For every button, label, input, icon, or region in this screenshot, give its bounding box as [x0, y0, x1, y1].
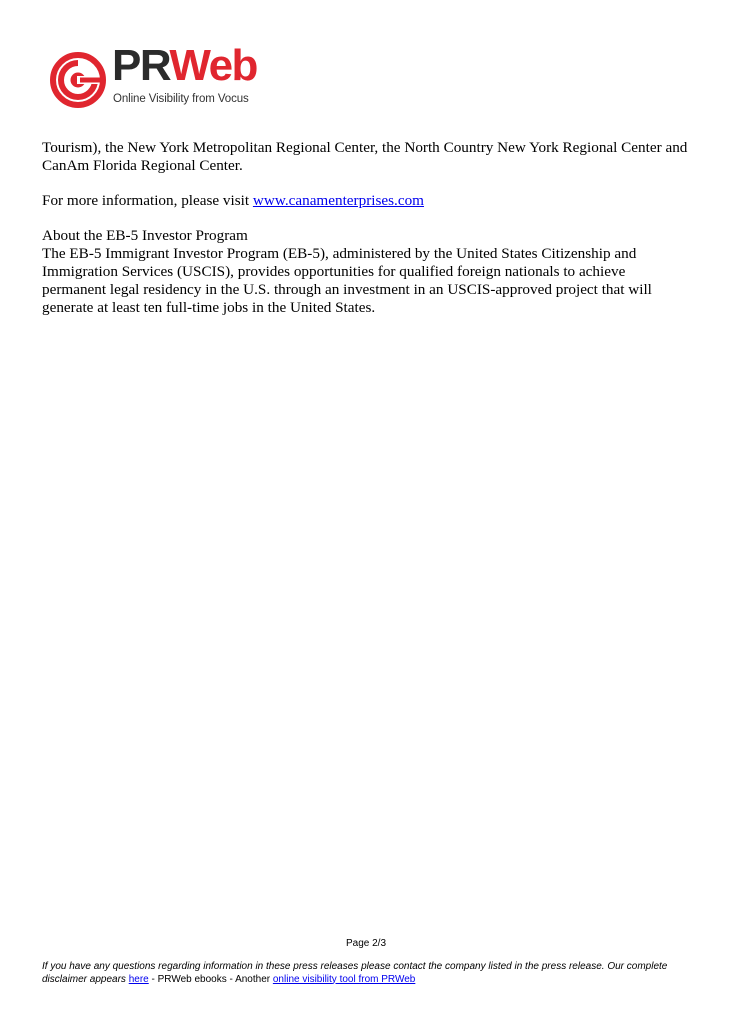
visibility-tool-link[interactable]: online visibility tool from PRWeb [272, 973, 416, 985]
more-info-text: For more information, please visit [42, 192, 253, 209]
logo-tagline: Online Visibility from Vocus [113, 93, 249, 105]
disclaimer-text: If you have any questions regarding information in these press releases please contact the company listed in the press release. Our complete disclaimer appears [42, 961, 668, 985]
canam-website-link[interactable]: www.canamenterprises.com [252, 192, 424, 209]
paragraph-regional-centers: Tourism), the New York Metropolitan Regional Center, the North Country New York Regional Center and CanAm Florida Regional Center. [42, 139, 688, 174]
prweb-logo [50, 41, 290, 114]
paragraph-more-info [42, 192, 692, 210]
disclaimer-footer [42, 961, 712, 986]
about-heading: About the EB-5 Investor Program [42, 227, 248, 244]
press-release-body [42, 139, 692, 317]
prweb-target-icon [50, 52, 106, 108]
prweb-wordmark: PRWeb [112, 41, 257, 90]
page-number: Page 2/3 [345, 938, 387, 949]
disclaimer-here-link[interactable]: here [128, 973, 149, 985]
footer-ebooks-text: - PRWeb ebooks - Another [148, 973, 273, 985]
about-eb5-paragraph: The EB-5 Immigrant Investor Program (EB-5), administered by the United States Citizenship and Immigration Services (USCIS), provides opportunities for qualified foreign nationals to achieve permanent legal residency in the U.S. through an investment in an USCIS-approved project that will generate at least ten full-time jobs in the United States. [42, 245, 652, 316]
